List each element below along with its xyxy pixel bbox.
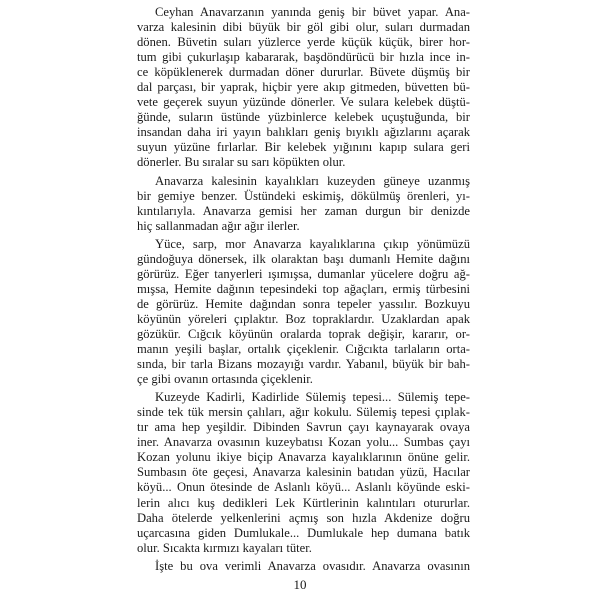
- page-number: 10: [293, 577, 307, 592]
- text-line: çe gibi ovanın ortasında çiçeklenir.: [137, 372, 313, 387]
- text-line: görürüz. Eğer tanyerleri ışımışsa, dumanlar yücelere doğru ağ-: [137, 266, 470, 281]
- paragraph-2: [137, 174, 470, 234]
- text-line: gündoğuya dönersek, ilk olaraktan başı dumanlı Hemite dağını: [137, 251, 470, 266]
- text-line: köyü... Onun ötesinde de Aslanlı köyü... Aslanlı köyünde eski-: [137, 480, 470, 495]
- text-line: mışsa, Hemite dağının tepesindeki top ağaçları, ermiş türbesini: [137, 281, 470, 296]
- text-line: tum gibi çukurlaşıp kabararak, başdöndürücü bir hızla ince in-: [137, 50, 470, 65]
- text-line: varza kalesinin dibi büyük bir göl gibi olur, suları durmadan: [137, 20, 470, 35]
- paragraph-3: [137, 237, 470, 387]
- text-line: lerin alıcı kuş dedikleri Lek Kürtlerinin kalıntıları otururlar.: [137, 495, 470, 510]
- text-line: köyünün yöreleri çıplaktır. Boz topraklardır. Uzaklardan apak: [137, 311, 470, 326]
- text-line: manın yeşili başlar, ortalık çiçeklenir. Cığcıkta tarlaların orta-: [137, 342, 470, 357]
- text-line: dönerler. Bu sıralar su sarı köpükten olur.: [137, 155, 346, 170]
- text-line: sında, bir tarla Bizans mozayığı vardır. Yabanıl, büyük bir bah-: [137, 357, 470, 372]
- text-line: sinde tek tük mersin çalıları, ağır kokulu. Sülemiş tepesi çıplak-: [137, 405, 470, 420]
- text-line: uçarcasına giden Dumlukale... Dumlukale hep dumana batık: [137, 525, 470, 540]
- text-line: Yüce, sarp, mor Anavarza kayalıklarına çıkıp yönümüzü: [155, 236, 470, 251]
- text-line: suyun yüzüne fırlarlar. Bir kelebek yığınını kapıp sulara geri: [137, 140, 470, 155]
- text-line: vete geçerek suyun yüzünde dönerler. Ve sulara kelebek düştü-: [137, 95, 470, 110]
- text-line: insandan daha iri yayın balıkları geniş bıyıklı ağızlarını açarak: [137, 125, 470, 140]
- text-line: tır ama hep yeşildir. Dibinden Savrun çayı kaynayarak ovaya: [137, 420, 470, 435]
- text-line: Anavarza kalesinin kayalıkları kuzeyden güneye uzanmış: [155, 173, 470, 188]
- text-line: ğünde, suların üstünde yüzbinlerce kelebek uçuştuğunda, bir: [137, 110, 470, 125]
- text-line: İşte bu ova verimli Anavarza ovasıdır. Anavarza ovasının: [155, 558, 470, 573]
- text-line: Kozan yolunu ikiye biçip Anavarza kayalıklarının önüne gelir.: [137, 450, 470, 465]
- text-line: gözükür. Cığcık köyünün oralarda toprak değişir, kararır, or-: [137, 326, 470, 341]
- text-line: ce köpüklenerek durmadan döner dururlar. Büvete düşmüş bir: [137, 65, 470, 80]
- text-line: de görürüz. Hemite dağından sonra tepeler yassılır. Bozkuyu: [137, 296, 470, 311]
- text-line: dönen. Büvetin suları yüzlerce yerde küçük küçük, birer hor-: [137, 35, 470, 50]
- text-line: dal parçası, bir yaprak, hiçbir yere akıp gitmeden, büvetten bü-: [137, 80, 470, 95]
- text-line: bir gemiye benzer. Üstündeki eskimiş, dökülmüş örenleri, yı-: [137, 188, 470, 203]
- text-line: Daha ötelerde yelkenlerini açmış son hızla Akdenize doğru: [137, 510, 470, 525]
- text-line: olur. Sıcakta kırmızı kayaları tüter.: [137, 540, 312, 555]
- body-text: [137, 5, 470, 574]
- paragraph-1: [137, 5, 470, 171]
- text-line: hiç sallanmadan ağır ağır ilerler.: [137, 218, 300, 233]
- text-line: Sumbasın öte geçesi, Anavarza kalesinin batıdan yüzü, Hacılar: [137, 465, 470, 480]
- text-line: Ceyhan Anavarzanın yanında geniş bir büvet yapar. Ana-: [155, 5, 470, 19]
- text-line: kıntılarıyla. Anavarza gemisi her zaman durgun bir denizde: [137, 203, 470, 218]
- text-line: Kuzeyde Kadirli, Kadirlide Sülemiş tepesi... Sülemiş tepe-: [155, 390, 470, 405]
- text-line: iner. Anavarza ovasının kuzeybatısı Kozan yolu... Sumbas çayı: [137, 435, 470, 450]
- paragraph-5: [137, 559, 470, 574]
- paragraph-4: [137, 390, 470, 556]
